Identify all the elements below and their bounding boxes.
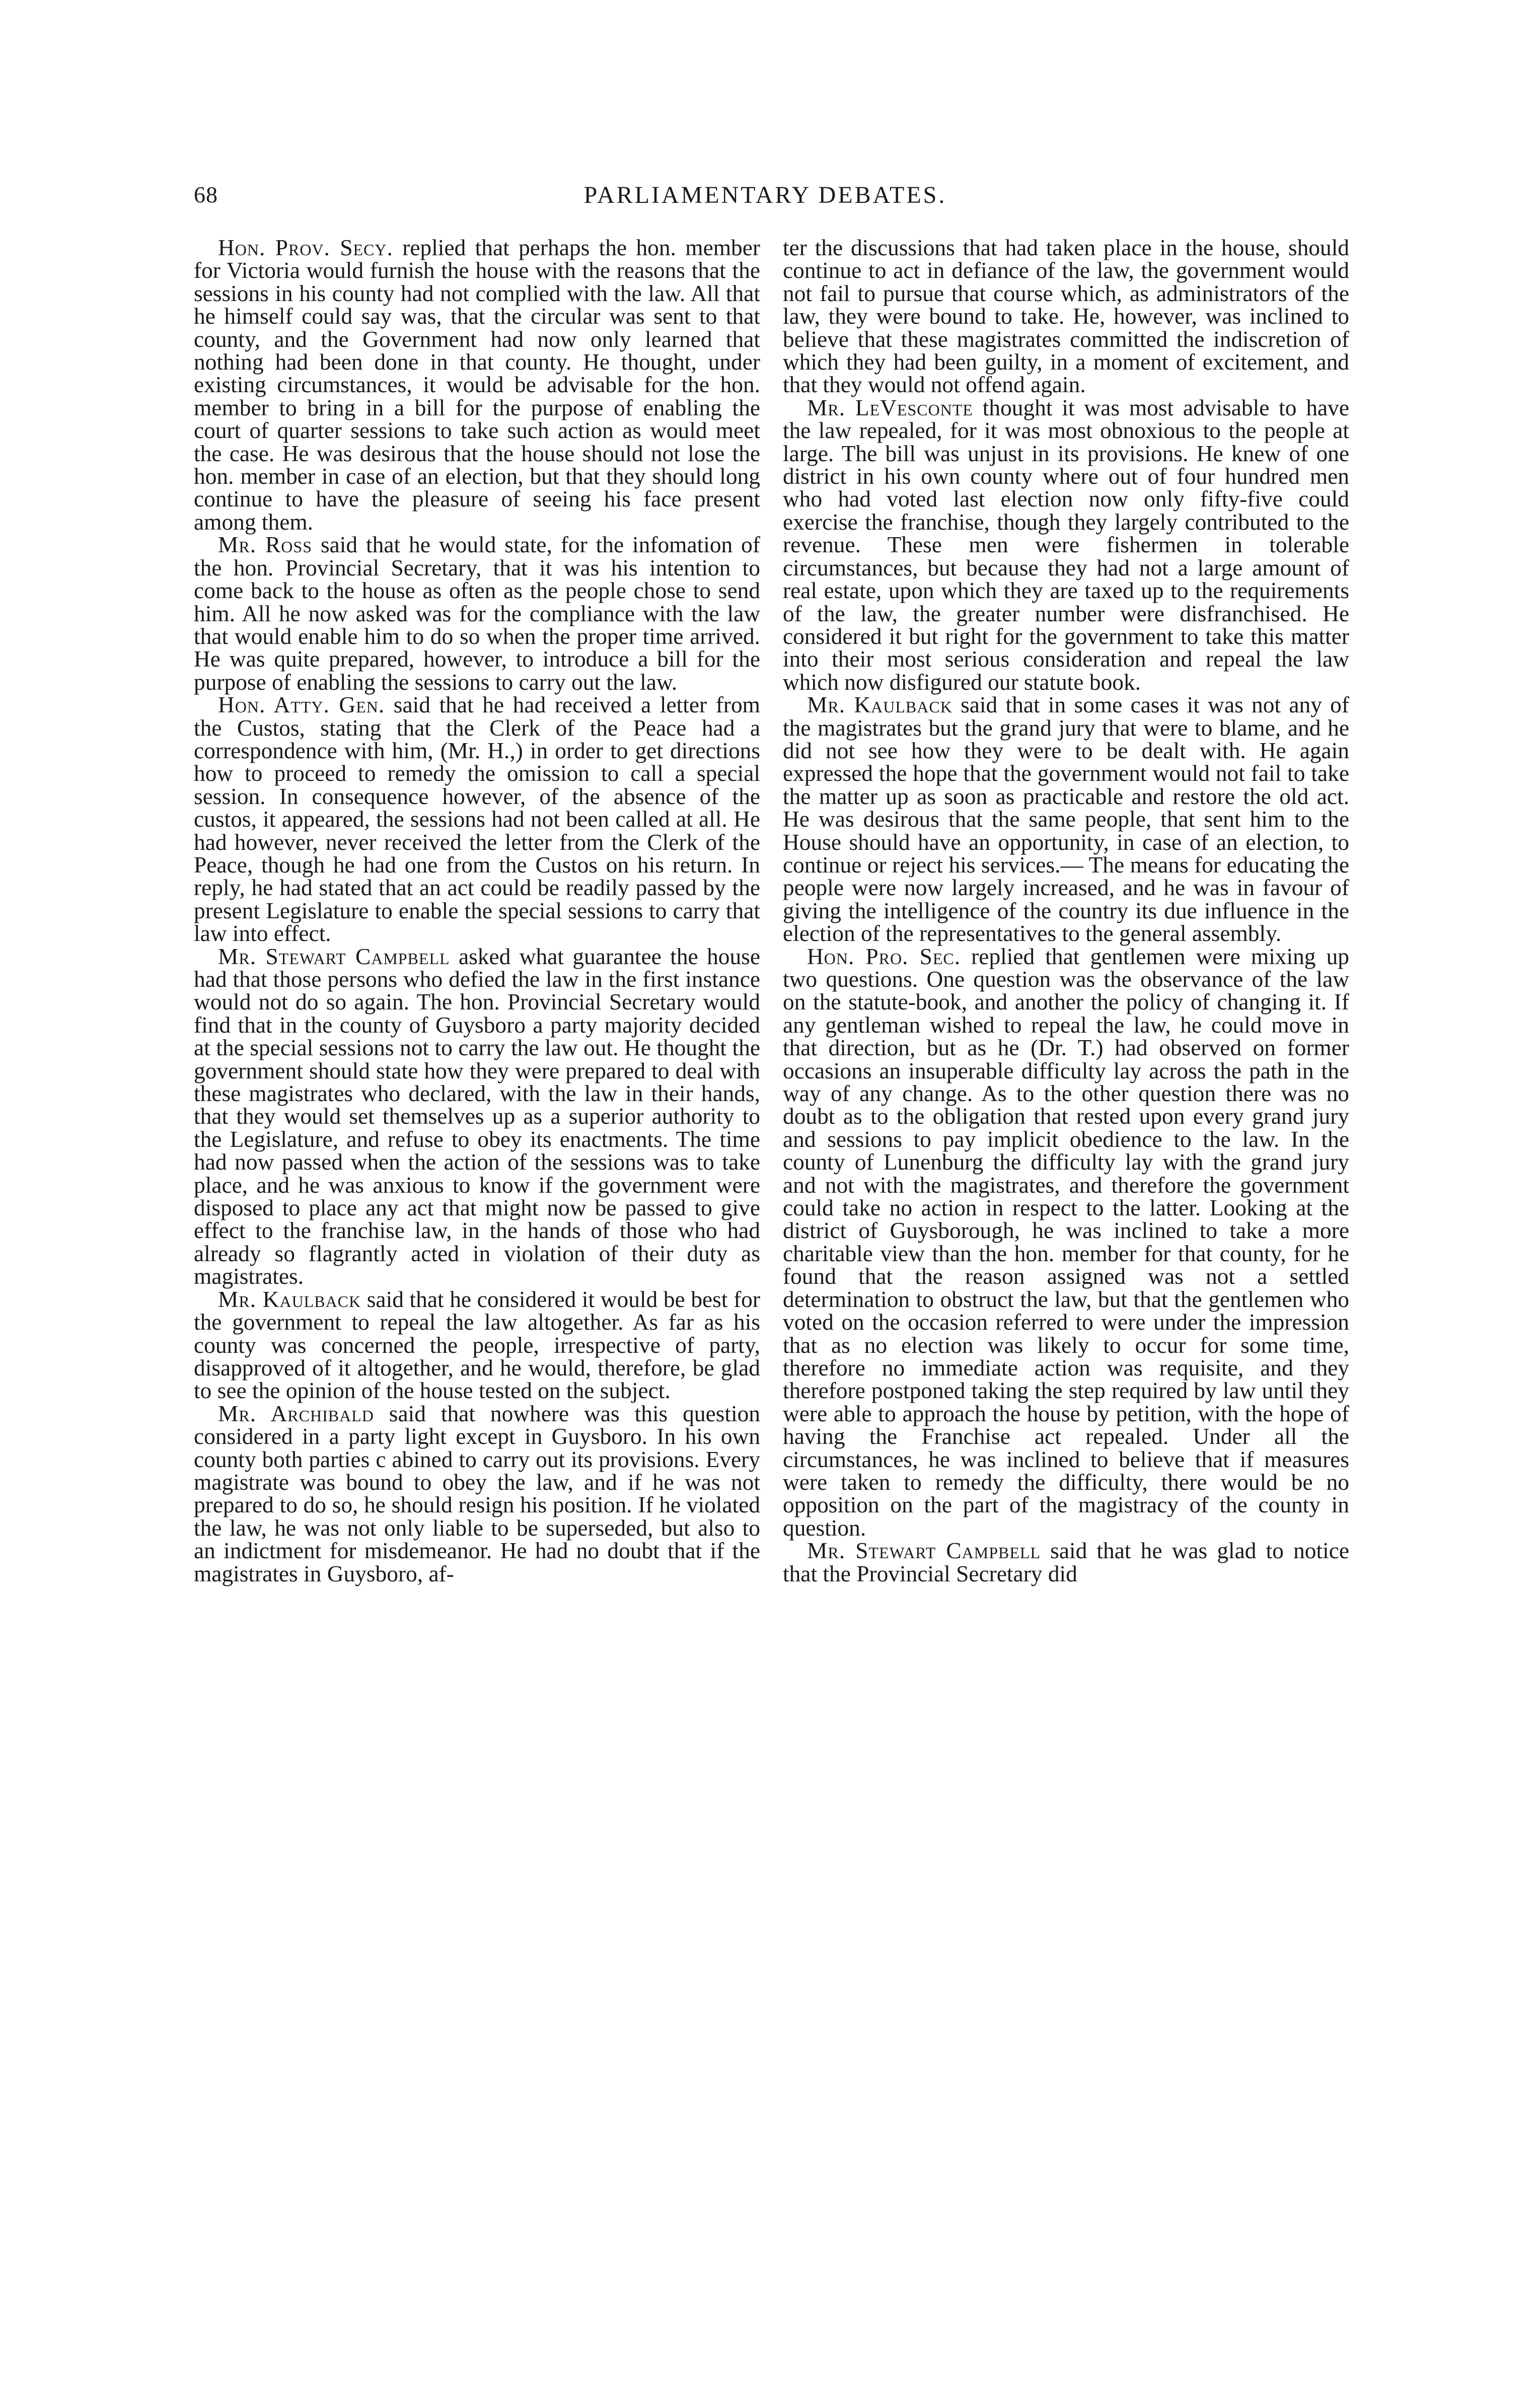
page-number: 68: [194, 182, 218, 207]
speaker-name: Mr. Kaulback: [218, 1286, 361, 1312]
speaker-name: Mr. Kaulback: [807, 692, 952, 718]
paragraph: [783, 1540, 1349, 1585]
paragraph: [194, 237, 760, 534]
right-column: [783, 237, 1349, 2250]
speech-text: replied that perhaps the hon. member for Victoria would furnish the house with the reasons that the sessions in his county had not complied with the law. All that he himself could say was, that the circular was sent to that county, and the Government had now only learned that nothing had been done in that county. He thought, under existing circumstances, it would be advisable for the hon. member to bring in a bill for the purpose of enabling the court of quarter sessions to take such action as would meet the case. He was desirous that the house should not lose the hon. member in case of an election, but that they should long continue to have the pleasure of seeing his face present among them.: [194, 237, 760, 535]
paragraph: [194, 534, 760, 694]
paragraph: [194, 1403, 760, 1585]
paragraph: [194, 943, 760, 1289]
speaker-name: Mr. Stewart Campbell: [218, 943, 450, 969]
speech-text: asked what guarantee the house had that those persons who defied the law in the first instance would not do so again. The hon. Provincial Secretary would find that in the county of Guysboro a party majority decided at the special sessions not to carry the law out. He thought the government should state how they were prepared to deal with these magistrates who declared, with the law in their hands, that they would set themselves up as a superior authority to the Legislature, and refuse to obey its enactments. The time had now passed when the action of the sessions was to take place, and he was anxious to know if the government were disposed to place any act that might now be passed to give effect to the franchise law, in the hands of those who had already so flagrantly acted in violation of their duty as magistrates.: [194, 943, 760, 1289]
paragraph: [194, 1288, 760, 1403]
speech-text: replied that gentlemen were mixing up two questions. One question was the observance of the law on the statute-book, and another the policy of changing it. If any gentleman wished to repeal the law, he could move in that direction, but as he (Dr. T.) had observed on former occasions an insuperable difficulty lay across the path in the way of any change. As to the other question there was no doubt as to the obligation that rested upon every grand jury and sessions to pay implicit obedience to the law. In the county of Lunenburg the difficulty lay with the grand jury and not with the magistrates, and therefore the government could take no action in respect to the latter. Looking at the district of Guysborough, he was inclined to take a more charitable view than the hon. member for that county, for he found that the reason assigned was not a settled determination to obstruct the law, but that the gentlemen who voted on the occasion referred to were under the impression that as no election was likely to occur for some time, therefore no immediate action was requisite, and they therefore postponed taking the step required by law until they were able to approach the house by petition, with the hope of having the Franchise act repealed. Under all the circumstances, he was inclined to believe that if measures were taken to remedy the difficulty, there would be no opposition on the part of the magistracy of the county in question.: [783, 943, 1349, 1541]
speaker-name: Mr. Ross: [218, 532, 312, 558]
running-title: PARLIAMENTARY DEBATES.: [583, 182, 947, 208]
paragraph: [783, 694, 1349, 945]
speech-text: said that he had received a letter from the Custos, stating that the Clerk of the Peace had a correspondence with him, (Mr. H.,) in order to get directions how to proceed to remedy the omission to call a special session. In consequence however, of the absence of the custos, it appeared, the sessions had not been called at all. He had however, never received the letter from the Clerk of the Peace, though he had one from the Custos on his return. In reply, he had stated that an act could be readily passed by the present Legislature to enable the special sessions to carry that law into effect.: [194, 692, 760, 947]
paragraph: [783, 943, 1349, 1541]
page-header: [194, 181, 1337, 222]
speaker-name: Hon. Atty. Gen.: [218, 692, 385, 718]
speaker-name: Hon. Pro. Sec.: [807, 943, 961, 969]
speech-text: said that he considered it would be best for the government to repeal the law altogether. As far as his county was concerned the people, irrespective of party, disapproved of it altogether, and he would, therefore, be glad to see the opinion of the house tested on the subject.: [194, 1286, 760, 1404]
speaker-name: Mr. Archibald: [218, 1401, 374, 1426]
speech-text: said that in some cases it was not any of the magistrates but the grand jury that were to blame, and he did not see how they were to be dealt with. He again expressed the hope that the government would not fail to take the matter up as soon as practicable and restore the old act. He was desirous that the same people, that sent him to the House should have an opportunity, in case of an election, to continue or reject his services.— The means for educating the people were now largely increased, and he was in favour of giving the intelligence of the country its due influence in the election of the representatives to the general assembly.: [783, 692, 1349, 947]
speech-text: said that he would state, for the infomation of the hon. Provincial Secretary, that it was his intention to come back to the house as often as the people chose to send him. All he now asked was for the compliance with the law that would enable him to do so when the proper time arrived. He was quite prepared, however, to introduce a bill for the purpose of enabling the sessions to carry out the law.: [194, 532, 760, 695]
speaker-name: Mr. Stewart Campbell: [807, 1538, 1041, 1564]
speech-text: said that he was glad to notice that the Provincial Secretary did: [783, 1538, 1349, 1586]
paragraph: [783, 397, 1349, 694]
paragraph-continuation: [783, 237, 1349, 397]
speaker-name: Mr. LeVesconte: [807, 395, 973, 420]
speech-text: said that nowhere was this question considered in a party light except in Guysboro. In his own county both parties c abined to carry out its provisions. Every magistrate was bound to obey the law, and if he was not prepared to do so, he should resign his position. If he violated the law, he was not only liable to be superseded, but also to an indictment for misdemeanor. He had no doubt that if the magistrates in Guysboro, af-: [194, 1401, 760, 1586]
speech-text: thought it was most advisable to have the law repealed, for it was most obnoxious to the people at large. The bill was unjust in its provisions. He knew of one district in his own county where out of four hundred men who had voted last election now only fifty-five could exercise the franchise, though they largely contributed to the revenue. These men were fishermen in tolerable circumstances, but because they had not a large amount of real estate, upon which they are taxed up to the requirements of the law, the greater number were disfranchised. He considered it but right for the government to take this matter into their most serious consideration and repeal the law which now disfigured our statute book.: [783, 395, 1349, 695]
paragraph: [194, 694, 760, 945]
speech-text: ter the discussions that had taken place in the house, should continue to act in defiance of the law, the government would not fail to pursue that course which, as administrators of the law, they were bound to take. He, however, was inclined to believe that these magistrates committed the indiscretion of which they had been guilty, in a moment of excitement, and that they would not offend again.: [783, 237, 1349, 398]
speaker-name: Hon. Prov. Secy.: [218, 237, 393, 260]
left-column: [194, 237, 760, 2250]
